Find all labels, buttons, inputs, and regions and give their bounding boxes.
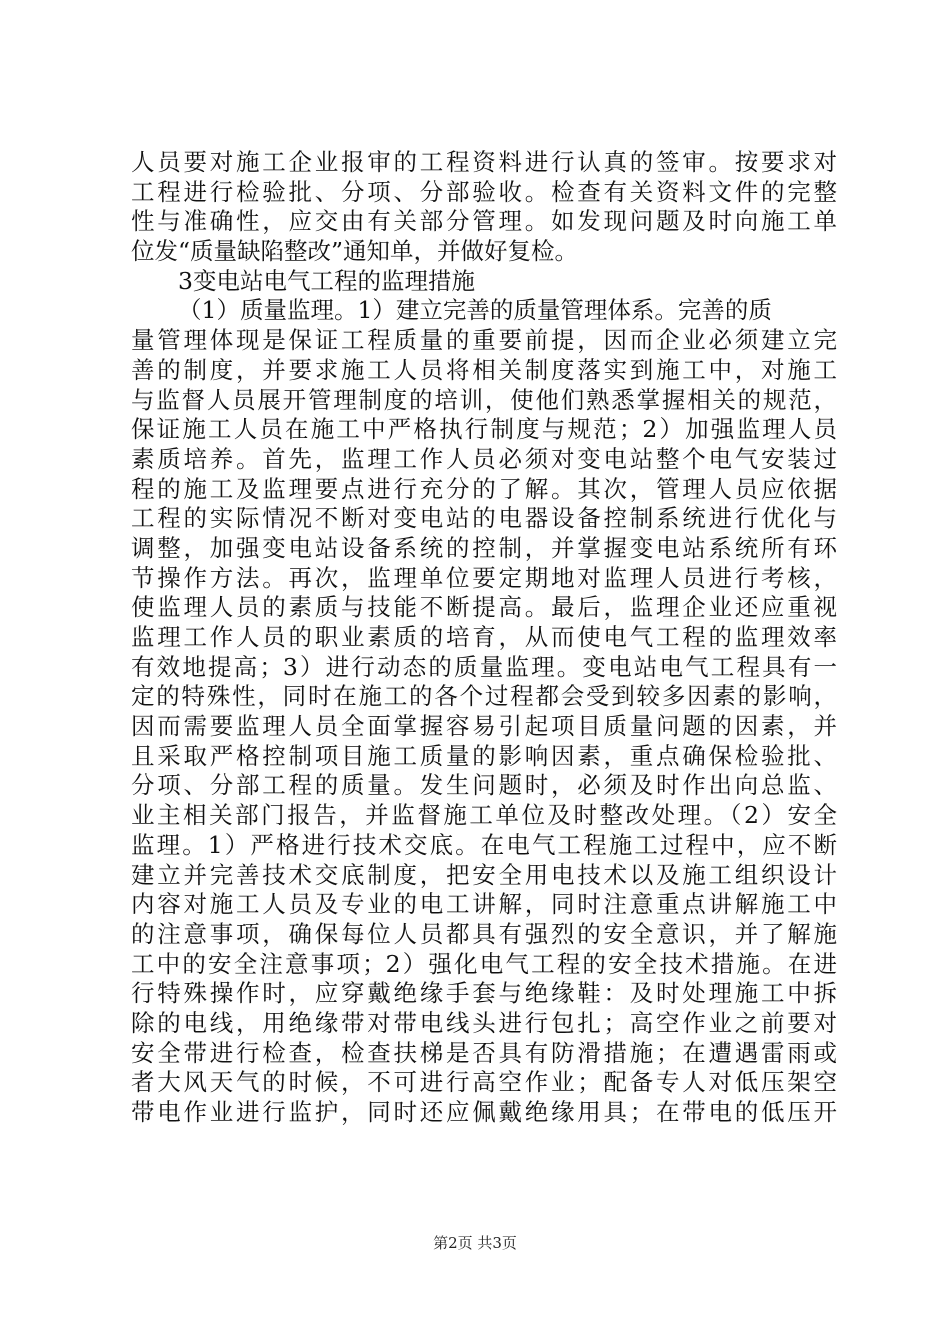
text-line: 人员要对施工企业报审的工程资料进行认真的签审。按要求对 bbox=[131, 148, 837, 176]
text-line: 节操作方法。再次，监理单位要定期地对监理人员进行考核， bbox=[131, 563, 837, 592]
text-line: 者大风天气的时候，不可进行高空作业；配备专人对低压架空 bbox=[131, 1068, 837, 1097]
text-line: 3变电站电气工程的监理措施 bbox=[178, 266, 475, 295]
text-line: 带电作业进行监护，同时还应佩戴绝缘用具；在带电的低压开 bbox=[131, 1098, 837, 1126]
page-footer: 第2页 共3页 bbox=[433, 1234, 517, 1252]
text-line: 的注意事项，确保每位人员都具有强烈的安全意识，并了解施 bbox=[131, 919, 837, 948]
text-line: 业主相关部门报告，并监督施工单位及时整改处理。（2）安全 bbox=[131, 801, 837, 830]
text-line: （1）质量监理。1）建立完善的质量管理体系。完善的质 bbox=[178, 296, 772, 325]
text-line: 内容对施工人员及专业的电工讲解，同时注意重点讲解施工中 bbox=[131, 890, 837, 919]
text-line: 监理工作人员的职业素质的培育，从而使电气工程的监理效率 bbox=[131, 623, 837, 651]
text-line: 与监督人员展开管理制度的培训，使他们熟悉掌握相关的规范， bbox=[131, 385, 837, 414]
text-line: 定的特殊性，同时在施工的各个过程都会受到较多因素的影响， bbox=[131, 682, 837, 711]
text-line: 且采取严格控制项目施工质量的影响因素，重点确保检验批、 bbox=[131, 741, 837, 770]
text-line: 素质培养。首先，监理工作人员必须对变电站整个电气安装过 bbox=[131, 444, 837, 473]
text-line: 监理。1）严格进行技术交底。在电气工程施工过程中，应不断 bbox=[131, 830, 837, 859]
text-line: 调整，加强变电站设备系统的控制，并掌握变电站系统所有环 bbox=[131, 533, 837, 562]
text-line: 行特殊操作时，应穿戴绝缘手套与绝缘鞋：及时处理施工中拆 bbox=[131, 979, 837, 1008]
text-line: 有效地提高；3）进行动态的质量监理。变电站电气工程具有一 bbox=[131, 652, 837, 681]
text-line: 工程进行检验批、分项、分部验收。检查有关资料文件的完整 bbox=[131, 177, 837, 206]
text-line: 性与准确性，应交由有关部分管理。如发现问题及时向施工单 bbox=[131, 207, 837, 236]
text-line: 保证施工人员在施工中严格执行制度与规范；2）加强监理人员 bbox=[131, 415, 837, 444]
text-line: 工程的实际情况不断对变电站的电器设备控制系统进行优化与 bbox=[131, 504, 837, 533]
text-line: 分项、分部工程的质量。发生问题时，必须及时作出向总监、 bbox=[131, 771, 837, 800]
text-line: 工中的安全注意事项；2）强化电气工程的安全技术措施。在进 bbox=[131, 949, 837, 978]
document-body bbox=[131, 148, 837, 1128]
text-line: 善的制度，并要求施工人员将相关制度落实到施工中，对施工 bbox=[131, 355, 837, 384]
text-line: 除的电线，用绝缘带对带电线头进行包扎；高空作业之前要对 bbox=[131, 1008, 837, 1037]
text-line: 建立并完善技术交底制度，把安全用电技术以及施工组织设计 bbox=[131, 860, 837, 889]
text-line: 量管理体现是保证工程质量的重要前提，因而企业必须建立完 bbox=[131, 326, 837, 355]
text-line: 程的施工及监理要点进行充分的了解。其次，管理人员应依据 bbox=[131, 474, 837, 503]
text-line: 位发“质量缺陷整改”通知单，并做好复检。 bbox=[131, 237, 579, 266]
text-line: 安全带进行检查，检查扶梯是否具有防滑措施；在遭遇雷雨或 bbox=[131, 1038, 837, 1067]
text-line: 因而需要监理人员全面掌握容易引起项目质量问题的因素，并 bbox=[131, 712, 837, 741]
text-line: 使监理人员的素质与技能不断提高。最后，监理企业还应重视 bbox=[131, 593, 837, 622]
